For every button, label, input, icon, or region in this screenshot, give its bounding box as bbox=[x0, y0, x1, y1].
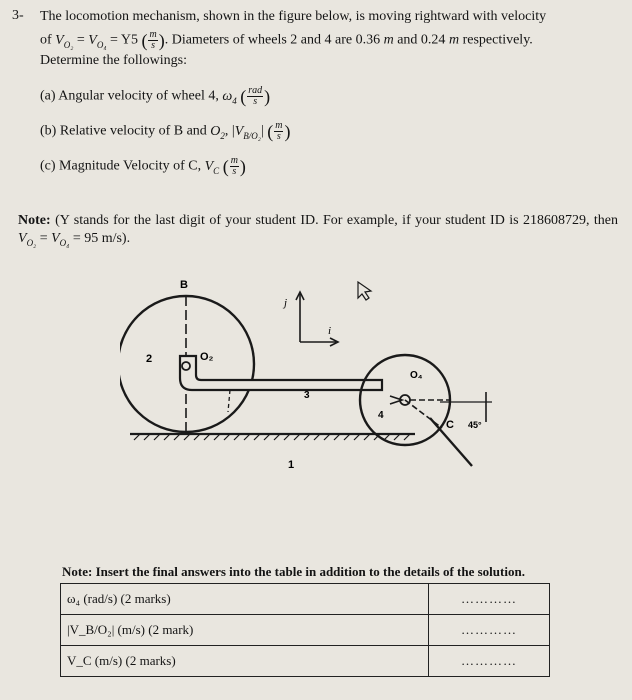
answer-table bbox=[60, 583, 550, 677]
answer-field[interactable]: ………… bbox=[429, 615, 550, 646]
answer-label: ω₄ (rad/s) (2 marks) bbox=[61, 584, 429, 615]
question-b: (b) Relative velocity of B and $O_2$, $|V_{B/O_2}|$ ( $\frac{m}{s}$ ) bbox=[40, 120, 291, 142]
pin-o2 bbox=[182, 362, 190, 370]
label-i: i bbox=[328, 325, 332, 337]
problem-line-3: Determine the followings: bbox=[40, 53, 187, 68]
problem-line-1: The locomotion mechanism, shown in the figure below, is moving rightward with velocity bbox=[40, 9, 547, 24]
mechanism-diagram bbox=[120, 272, 540, 482]
problem-line-2: of $V_{O_2} = V_{O_4} = Y5$ ( $\frac{m}{s}$ ). Diameters of wheels 2 and 4 are 0.36 m and 0.24 m respectively. bbox=[40, 29, 533, 51]
question-c: (c) Magnitude Velocity of C, $V_C$ ( $\frac{m}{s}$ ) bbox=[40, 155, 246, 177]
note-answer-table: Note: Insert the final answers into the table in addition to the details of the solution. bbox=[62, 564, 525, 579]
label-link-3: 3 bbox=[304, 390, 310, 401]
label-b: B bbox=[180, 279, 188, 291]
table-row bbox=[61, 615, 550, 646]
coordinate-frame bbox=[296, 292, 338, 346]
table-row bbox=[61, 646, 550, 677]
label-o2: O₂ bbox=[200, 351, 214, 363]
table-row bbox=[61, 584, 550, 615]
label-j: j bbox=[284, 297, 288, 309]
label-c: C bbox=[446, 419, 454, 431]
label-ground-1: 1 bbox=[288, 459, 295, 471]
answer-label: V_C (m/s) (2 marks) bbox=[61, 646, 429, 677]
answer-field[interactable]: ………… bbox=[429, 646, 550, 677]
label-45: 45° bbox=[468, 420, 482, 430]
problem-number: 3- bbox=[12, 8, 24, 23]
link-3 bbox=[180, 356, 382, 412]
cursor-icon bbox=[358, 282, 371, 300]
note-student-id: Note: (Y stands for the last digit of your student ID. For example, if your student ID is 218608729, then $V_{O_2} = V_{O_4} = 95$ m/s). bbox=[18, 213, 619, 248]
label-o4: O₄ bbox=[410, 370, 423, 381]
label-wheel-4: 4 bbox=[378, 410, 384, 421]
answer-field[interactable]: ………… bbox=[429, 584, 550, 615]
answer-label: |V_B/O₂| (m/s) (2 mark) bbox=[61, 615, 429, 646]
label-wheel-2: 2 bbox=[146, 353, 153, 365]
ground bbox=[130, 434, 415, 440]
question-a: (a) Angular velocity of wheel 4, $\omega_4$ ( $\frac{\text{rad}}{s}$ ) bbox=[40, 85, 271, 107]
